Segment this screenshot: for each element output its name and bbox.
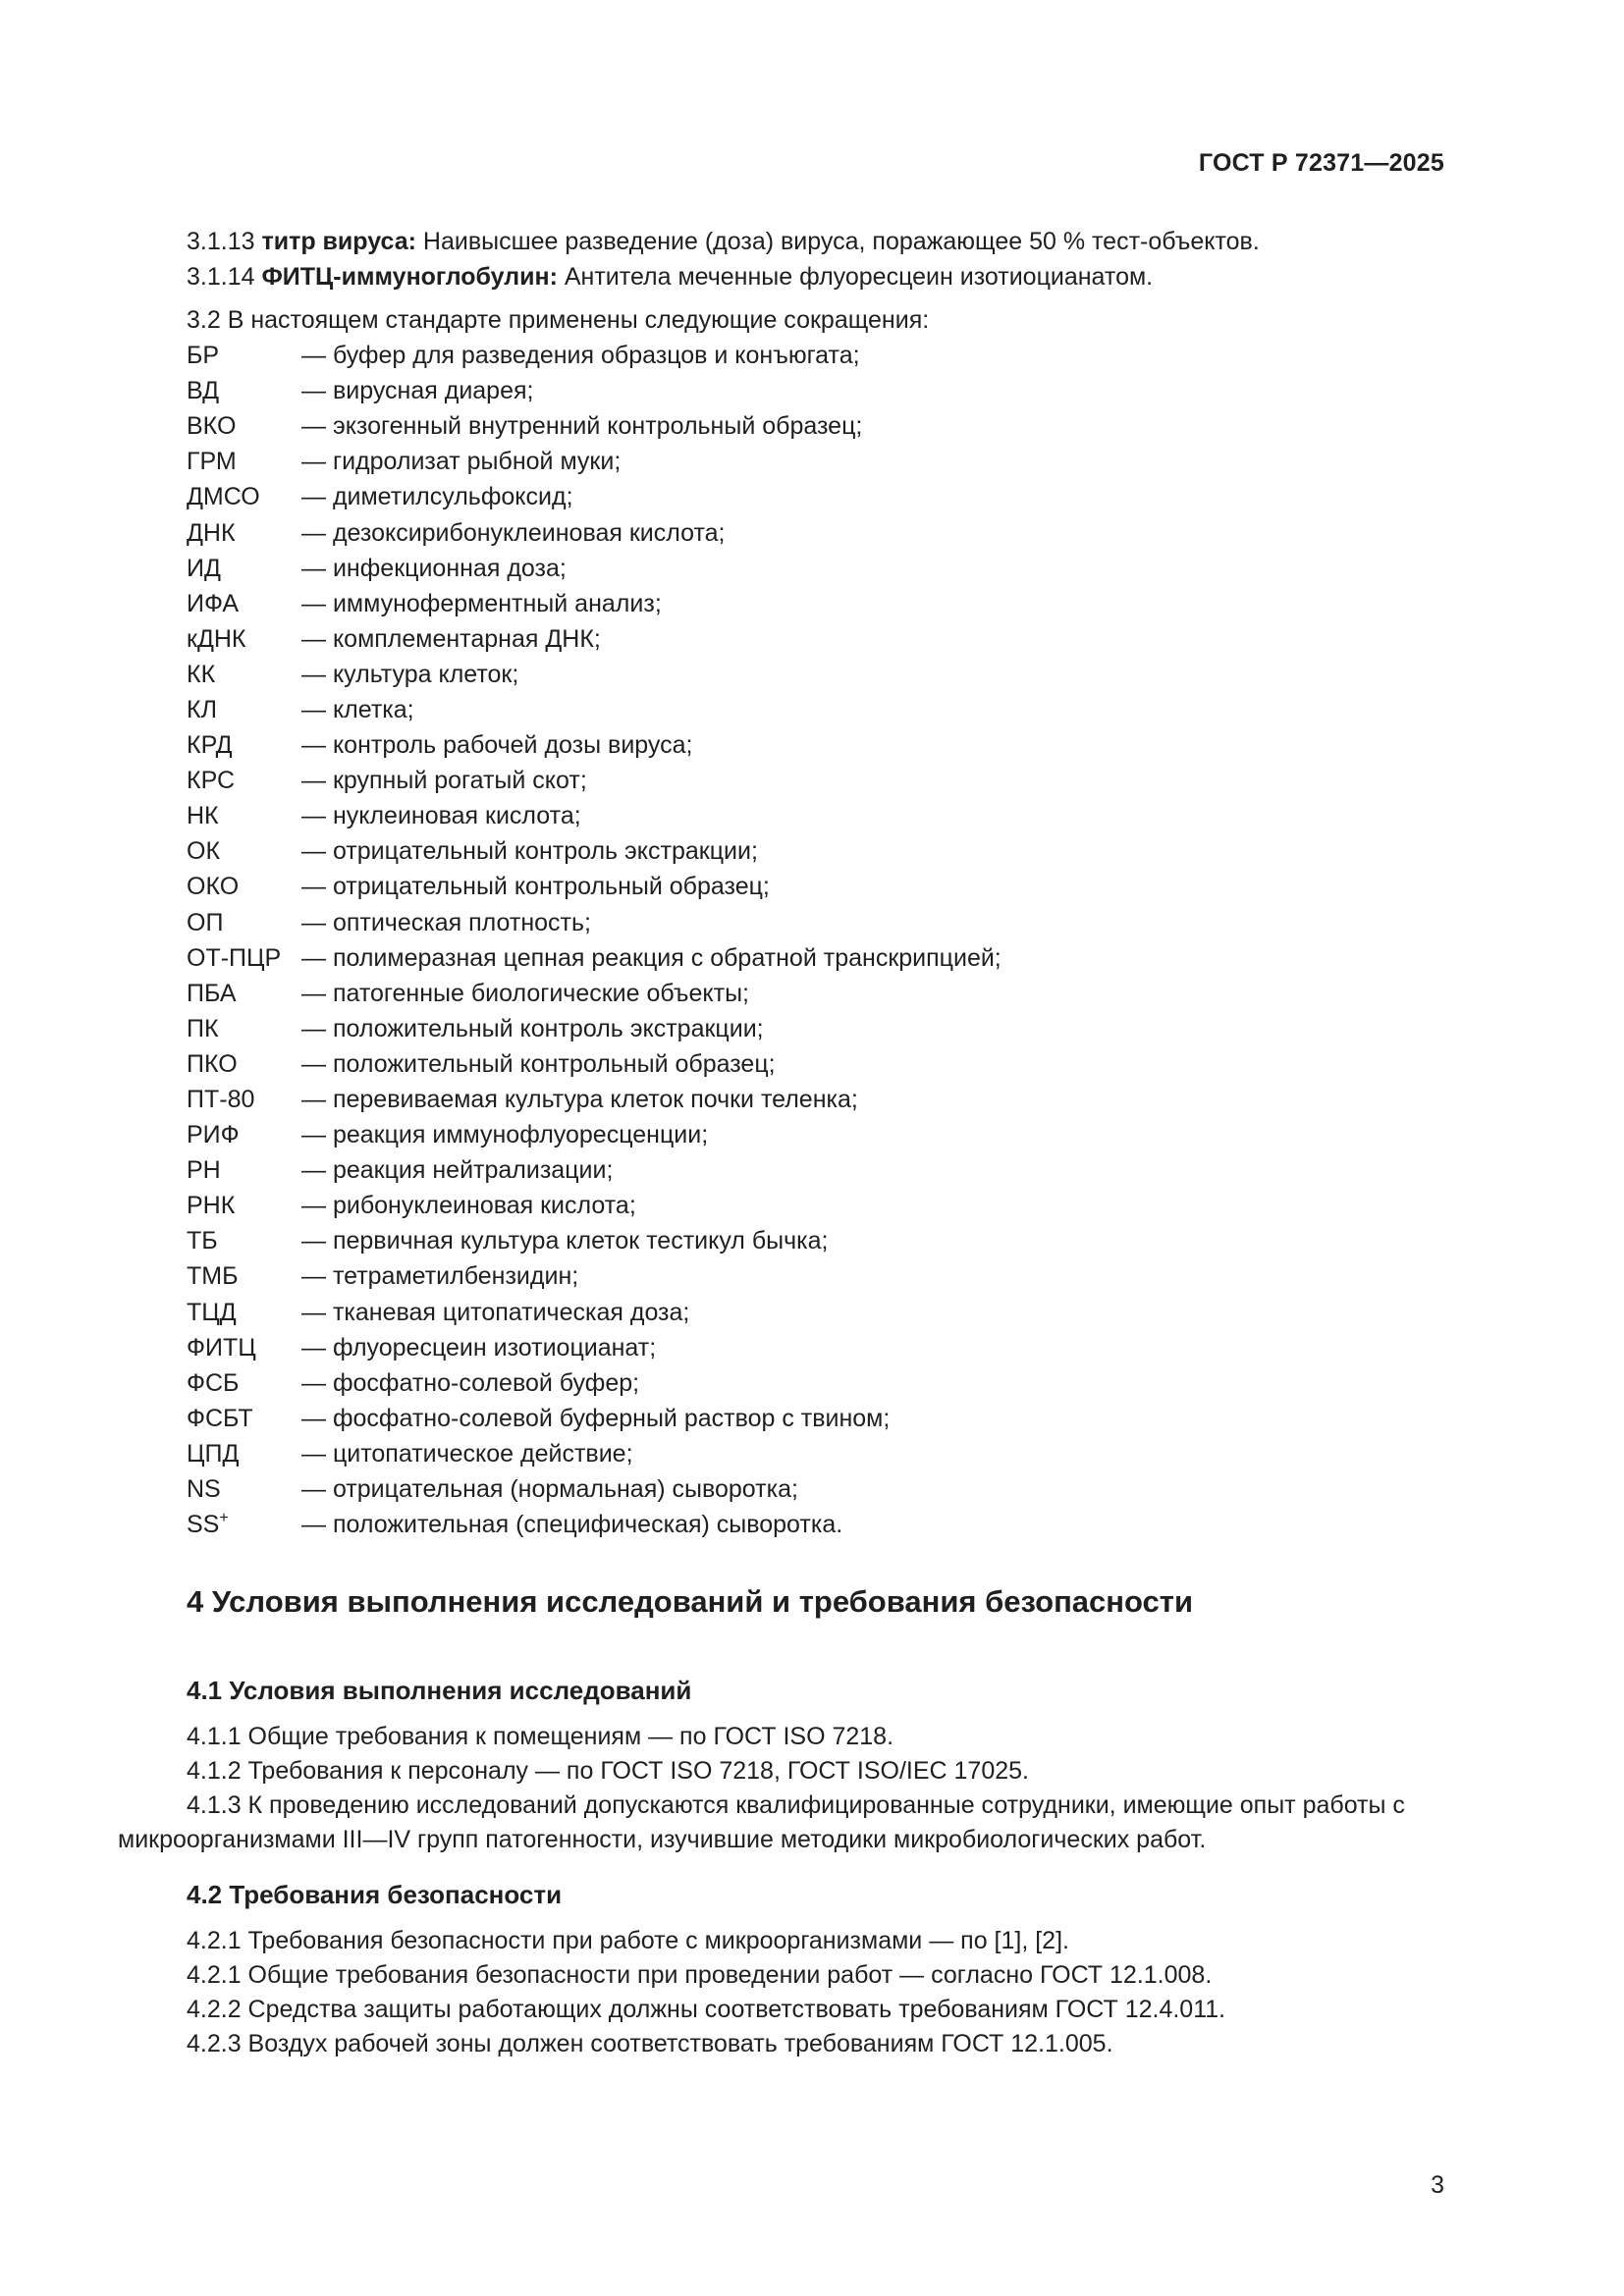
definition-text: Наивысшее разведение (доза) вируса, поражающее 50 % тест-объектов. (422, 228, 1260, 255)
abbreviation-text: ИФА (187, 589, 240, 617)
abbreviation-description: — полимеразная цепная реакция с обратной транскрипцией; (301, 943, 1001, 972)
abbreviations-intro: 3.2 В настоящем стандарте применены следующие сокращения: (187, 306, 930, 334)
abbreviation-text: РИФ (187, 1121, 240, 1149)
abbreviation-row (187, 692, 1444, 727)
abbreviation-term (187, 1401, 301, 1436)
abbreviation-term (187, 621, 301, 657)
abbreviation-term (187, 1330, 301, 1365)
abbreviation-text: КРД (187, 731, 233, 760)
abbreviation-description: — первичная культура клеток тестикул бычка; (301, 1227, 829, 1255)
abbreviation-term (187, 727, 301, 763)
abbreviation-term (187, 976, 301, 1011)
abbreviation-description: — отрицательная (нормальная) сыворотка; (301, 1475, 798, 1504)
abbreviation-term (187, 586, 301, 621)
abbreviation-description: — иммуноферментный анализ; (301, 589, 662, 617)
section-4-title: 4 Условия выполнения исследований и требования безопасности (187, 1584, 1194, 1619)
abbreviation-description: — реакция нейтрализации; (301, 1156, 614, 1185)
abbreviation-row (187, 444, 1444, 479)
abbreviation-row (187, 479, 1444, 514)
abbreviation-term (187, 1046, 301, 1082)
abbreviation-description: — клетка; (301, 695, 414, 723)
abbreviation-row (187, 1471, 1444, 1507)
abbreviation-description: — положительная (специфическая) сыворотка. (301, 1511, 843, 1539)
abbreviation-text: ДМСО (187, 483, 260, 511)
definition-number: 3.1.13 (187, 228, 255, 255)
abbreviation-term (187, 515, 301, 551)
abbreviation-term (187, 1365, 301, 1401)
abbreviation-description: — гидролизат рыбной муки; (301, 448, 622, 476)
abbreviation-term (187, 1011, 301, 1046)
abbreviation-description: — вирусная диарея; (301, 377, 534, 405)
definitions-block (187, 224, 1444, 1542)
abbreviation-text: ДНК (187, 518, 236, 547)
abbreviation-term (187, 940, 301, 976)
abbreviation-term (187, 798, 301, 833)
abbreviation-description: — положительный контроль экстракции; (301, 1014, 764, 1042)
abbreviation-text: ПБА (187, 979, 237, 1007)
abbreviation-row (187, 1436, 1444, 1471)
abbreviation-row (187, 408, 1444, 444)
section-4-1-body (118, 1720, 1444, 1857)
definition-term: титр вируса: (261, 228, 416, 255)
definition-item (187, 224, 1444, 259)
abbreviation-row (187, 869, 1444, 904)
abbreviation-row (187, 727, 1444, 763)
abbreviation-text: ТБ (187, 1227, 218, 1255)
paragraph: 4.2.1 Требования безопасности при работе с микроорганизмами — по [1], [2]. (187, 1927, 1069, 1954)
abbreviation-row (187, 657, 1444, 692)
abbreviation-term (187, 763, 301, 798)
section-4-2-title: 4.2 Требования безопасности (187, 1880, 563, 1909)
abbreviation-text: РН (187, 1156, 221, 1185)
abbreviation-description: — оптическая плотность; (301, 908, 591, 936)
abbreviation-row (187, 1401, 1444, 1436)
abbreviation-term (187, 1223, 301, 1258)
abbreviation-row (187, 1152, 1444, 1188)
paragraph: 4.1.3 К проведению исследований допускаются квалифицированные сотрудники, имеющие опыт работы с микроорганизмами III—IV групп патогенности, изучившие методики микробиологических работ. (118, 1791, 1405, 1853)
abbreviation-description: — реакция иммунофлуоресценции; (301, 1121, 709, 1149)
abbreviation-text: ФИТЦ (187, 1333, 256, 1362)
abbreviation-text: ПТ-80 (187, 1086, 255, 1114)
abbreviation-row (187, 1046, 1444, 1082)
page-number: 3 (1431, 2171, 1444, 2199)
abbreviation-term (187, 833, 301, 869)
abbreviation-description: — инфекционная доза; (301, 554, 567, 582)
section-4-2-body (118, 1924, 1444, 2061)
abbreviation-row (187, 1011, 1444, 1046)
abbreviation-text: ВД (187, 377, 220, 405)
abbreviation-text: КК (187, 660, 216, 688)
definition-text: Антитела меченные флуоресцеин изотиоцианатом. (564, 263, 1154, 291)
abbreviation-description: — положительный контрольный образец; (301, 1049, 776, 1078)
abbreviation-row (187, 833, 1444, 869)
abbreviation-row (187, 1117, 1444, 1152)
abbreviation-description: — экзогенный внутренний контрольный образец; (301, 412, 863, 441)
abbreviation-term (187, 1152, 301, 1188)
abbreviation-description: — культура клеток; (301, 660, 519, 688)
abbreviation-description: — дезоксирибонуклеиновая кислота; (301, 518, 726, 547)
paragraph: 4.1.2 Требования к персоналу — по ГОСТ ISO 7218, ГОСТ ISO/IEC 17025. (187, 1757, 1029, 1785)
abbreviation-description: — рибонуклеиновая кислота; (301, 1192, 636, 1220)
abbreviation-text: ОТ-ПЦР (187, 943, 282, 972)
abbreviation-term (187, 1082, 301, 1117)
abbreviation-row (187, 1507, 1444, 1542)
abbreviation-text: ОП (187, 908, 224, 936)
paragraph: 4.2.1 Общие требования безопасности при проведении работ — согласно ГОСТ 12.1.008. (187, 1961, 1213, 1989)
abbreviation-row (187, 1330, 1444, 1365)
definition-item (187, 259, 1444, 294)
abbreviation-term (187, 551, 301, 586)
abbreviation-term (187, 905, 301, 940)
definition-number: 3.1.14 (187, 263, 255, 291)
paragraph: 4.2.3 Воздух рабочей зоны должен соответствовать требованиям ГОСТ 12.1.005. (187, 2030, 1113, 2057)
abbreviation-description: — фосфатно-солевой буфер; (301, 1368, 640, 1397)
abbreviation-text: ПКО (187, 1049, 238, 1078)
abbreviation-row (187, 373, 1444, 408)
abbreviation-description: — фосфатно-солевой буферный раствор с твином; (301, 1404, 891, 1432)
abbreviation-term (187, 692, 301, 727)
abbreviations-list (187, 338, 1444, 1542)
abbreviation-text: ФСБ (187, 1368, 240, 1397)
abbreviation-text: ТМБ (187, 1262, 239, 1291)
abbreviation-text: БР (187, 342, 220, 370)
abbreviation-row (187, 905, 1444, 940)
abbreviation-row (187, 798, 1444, 833)
abbreviation-text: ПК (187, 1014, 219, 1042)
abbreviation-text: ОКО (187, 873, 240, 901)
abbreviation-row (187, 514, 1444, 550)
abbreviation-text: ВКО (187, 412, 237, 441)
abbreviation-term (187, 657, 301, 692)
abbreviation-row (187, 338, 1444, 373)
abbreviation-description: — цитопатическое действие; (301, 1439, 633, 1468)
abbreviation-text: НК (187, 802, 219, 830)
abbreviation-description: — отрицательный контроль экстракции; (301, 837, 758, 866)
abbreviation-row (187, 763, 1444, 798)
abbreviation-term (187, 1507, 301, 1542)
paragraph: 4.1.1 Общие требования к помещениям — по ГОСТ ISO 7218. (187, 1723, 894, 1750)
abbreviation-row (187, 586, 1444, 621)
abbreviation-row (187, 621, 1444, 657)
abbreviation-text: РНК (187, 1192, 236, 1220)
abbreviation-row (187, 940, 1444, 976)
section-4-1-title: 4.1 Условия выполнения исследований (187, 1676, 692, 1705)
abbreviation-row (187, 1365, 1444, 1401)
definition-term: ФИТЦ-иммуноглобулин: (261, 263, 558, 291)
abbreviation-description: — нуклеиновая кислота; (301, 802, 581, 830)
document-header-id: ГОСТ Р 72371—2025 (1198, 149, 1444, 177)
abbreviation-row (187, 1295, 1444, 1330)
abbreviation-row (187, 976, 1444, 1011)
abbreviation-term (187, 373, 301, 408)
abbreviation-text: NS (187, 1475, 221, 1504)
abbreviation-description: — контроль рабочей дозы вируса; (301, 731, 693, 760)
abbreviation-description: — отрицательный контрольный образец; (301, 873, 770, 901)
abbreviation-term (187, 338, 301, 373)
abbreviation-description: — патогенные биологические объекты; (301, 979, 749, 1007)
abbreviation-term (187, 444, 301, 479)
abbreviation-description: — диметилсульфоксид; (301, 483, 573, 511)
abbreviation-term (187, 1258, 301, 1294)
abbreviation-term (187, 1436, 301, 1471)
abbreviation-text: ТЦД (187, 1298, 237, 1326)
paragraph: 4.2.2 Средства защиты работающих должны соответствовать требованиям ГОСТ 12.4.011. (187, 1996, 1226, 2023)
abbreviation-text: ГРМ (187, 448, 237, 476)
abbreviation-description: — флуоресцеин изотиоцианат; (301, 1333, 657, 1362)
abbreviation-row (187, 1082, 1444, 1117)
abbreviation-row (187, 1188, 1444, 1223)
abbreviation-text: КРС (187, 767, 236, 795)
abbreviation-term (187, 1188, 301, 1223)
abbreviation-term (187, 408, 301, 444)
abbreviation-superscript: + (219, 1510, 229, 1527)
abbreviation-text: ФСБТ (187, 1404, 253, 1432)
abbreviation-term (187, 479, 301, 514)
abbreviation-description: — перевиваемая культура клеток почки теленка; (301, 1086, 858, 1114)
abbreviation-term (187, 1471, 301, 1507)
abbreviation-description: — крупный рогатый скот; (301, 767, 587, 795)
abbreviation-row (187, 1258, 1444, 1294)
abbreviation-text: ИД (187, 554, 221, 582)
abbreviation-text: ЦПД (187, 1439, 240, 1468)
abbreviation-description: — буфер для разведения образцов и конъюгата; (301, 342, 860, 370)
abbreviation-text: ОК (187, 837, 221, 866)
abbreviation-term (187, 1117, 301, 1152)
abbreviation-row (187, 551, 1444, 586)
abbreviation-text: кДНК (187, 624, 246, 653)
abbreviation-description: — тетраметилбензидин; (301, 1262, 579, 1291)
abbreviation-text: SS (187, 1511, 220, 1539)
abbreviation-term (187, 1295, 301, 1330)
abbreviation-text: КЛ (187, 695, 217, 723)
abbreviation-term (187, 869, 301, 904)
abbreviation-description: — тканевая цитопатическая доза; (301, 1298, 690, 1326)
abbreviation-description: — комплементарная ДНК; (301, 624, 601, 653)
abbreviation-row (187, 1223, 1444, 1258)
